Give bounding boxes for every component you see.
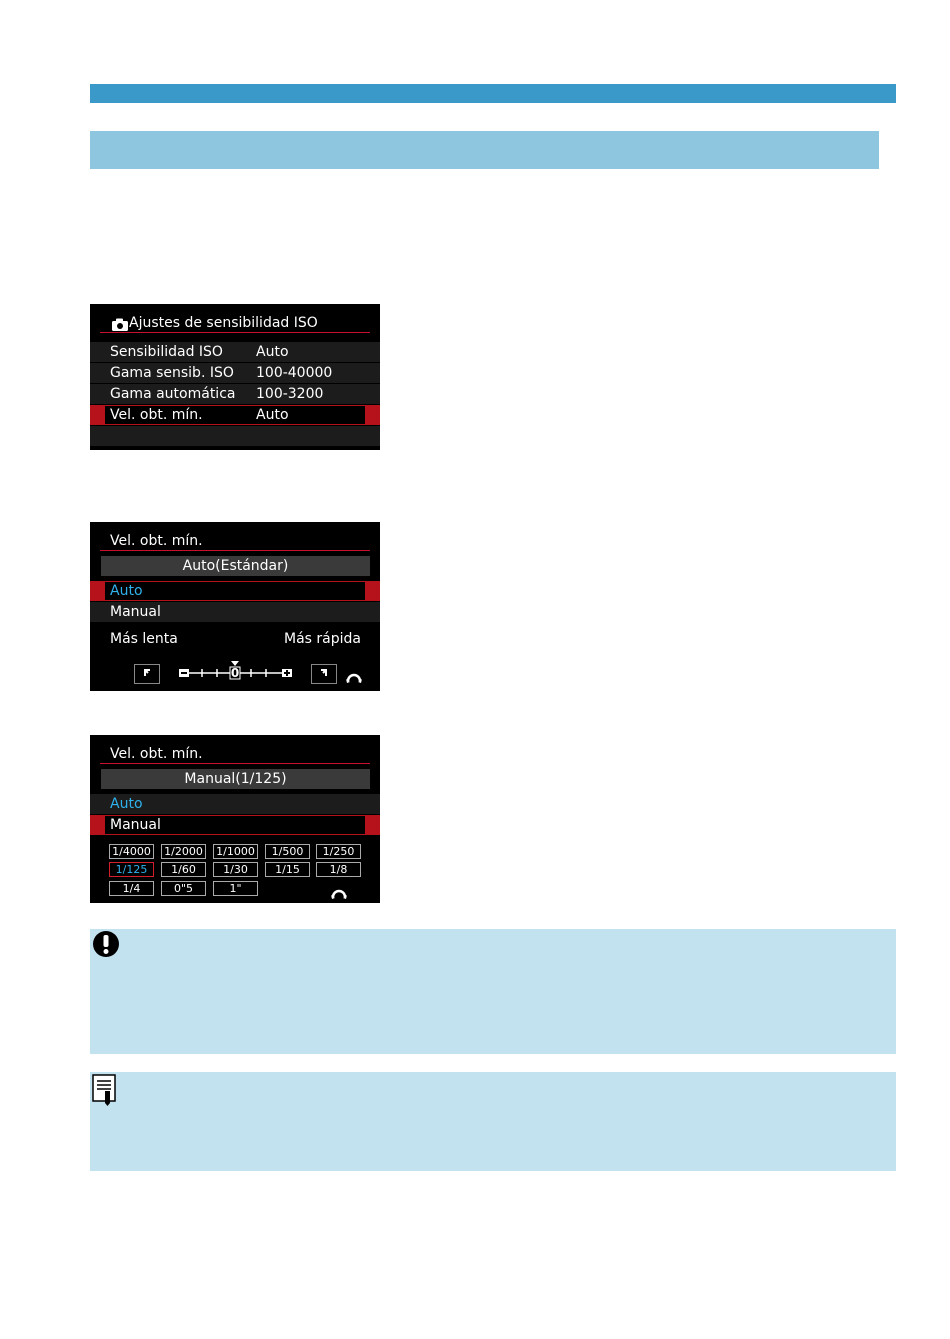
row-value: Auto xyxy=(256,407,289,423)
adjustment-slider[interactable] xyxy=(178,660,294,684)
option-manual[interactable] xyxy=(90,815,380,835)
iso-settings-screen xyxy=(90,304,380,450)
option-label: Manual xyxy=(110,817,161,833)
menu-row-min-shutter-speed[interactable] xyxy=(90,405,380,425)
speed-cell-selected[interactable]: 1/125 xyxy=(109,862,154,877)
speed-cell[interactable]: 1/15 xyxy=(265,862,310,877)
speed-cell[interactable]: 1" xyxy=(213,881,258,896)
title-underline xyxy=(100,332,370,333)
option-manual[interactable] xyxy=(90,602,380,622)
screen-title: Vel. obt. mín. xyxy=(110,533,203,549)
menu-row-empty xyxy=(90,426,380,446)
subsection-header-bar xyxy=(90,131,879,169)
dial-icon xyxy=(346,668,362,687)
caution-note-box xyxy=(90,929,896,1054)
menu-row-iso-speed[interactable] xyxy=(90,342,380,362)
memo-note-box xyxy=(90,1072,896,1171)
screen-title: Ajustes de sensibilidad ISO xyxy=(129,315,318,331)
option-label: Auto xyxy=(110,796,143,812)
speed-cell[interactable]: 1/4 xyxy=(109,881,154,896)
row-label: Gama sensib. ISO xyxy=(110,365,234,381)
screen-title: Vel. obt. mín. xyxy=(110,746,203,762)
menu-row-iso-range[interactable] xyxy=(90,363,380,383)
arrow-right-icon xyxy=(319,667,329,677)
row-value: 100-3200 xyxy=(256,386,324,402)
min-shutter-manual-screen xyxy=(90,735,380,903)
min-shutter-auto-screen xyxy=(90,522,380,691)
row-label: Gama automática xyxy=(110,386,236,402)
option-auto[interactable] xyxy=(90,581,380,601)
speed-cell[interactable]: 1/2000 xyxy=(161,844,206,859)
option-auto[interactable] xyxy=(90,794,380,814)
current-setting-value: Auto(Estándar) xyxy=(101,556,370,576)
current-setting-value: Manual(1/125) xyxy=(101,769,370,789)
slider-value: 0 xyxy=(230,666,240,680)
option-label: Auto xyxy=(110,583,143,599)
row-value: Auto xyxy=(256,344,289,360)
row-value: 100-40000 xyxy=(256,365,333,381)
faster-button[interactable] xyxy=(311,664,337,684)
option-label: Manual xyxy=(110,604,161,620)
memo-icon xyxy=(92,1074,118,1110)
camera-icon xyxy=(112,316,128,329)
title-underline xyxy=(100,763,370,764)
section-header-bar xyxy=(90,84,896,103)
row-label: Vel. obt. mín. xyxy=(110,407,203,423)
speed-cell[interactable]: 1/30 xyxy=(213,862,258,877)
caution-icon xyxy=(92,930,120,962)
menu-row-auto-range[interactable] xyxy=(90,384,380,404)
faster-label: Más rápida xyxy=(284,631,361,647)
speed-cell[interactable]: 1/500 xyxy=(265,844,310,859)
speed-cell[interactable]: 1/250 xyxy=(316,844,361,859)
speed-cell[interactable]: 1/4000 xyxy=(109,844,154,859)
slower-button[interactable] xyxy=(134,664,160,684)
row-label: Sensibilidad ISO xyxy=(110,344,223,360)
arrow-left-icon xyxy=(142,667,152,677)
speed-cell[interactable]: 1/1000 xyxy=(213,844,258,859)
title-underline xyxy=(100,550,370,551)
slower-label: Más lenta xyxy=(110,631,178,647)
speed-cell[interactable]: 1/60 xyxy=(161,862,206,877)
speed-cell[interactable]: 1/8 xyxy=(316,862,361,877)
speed-cell[interactable]: 0"5 xyxy=(161,881,206,896)
dial-icon xyxy=(331,884,347,903)
